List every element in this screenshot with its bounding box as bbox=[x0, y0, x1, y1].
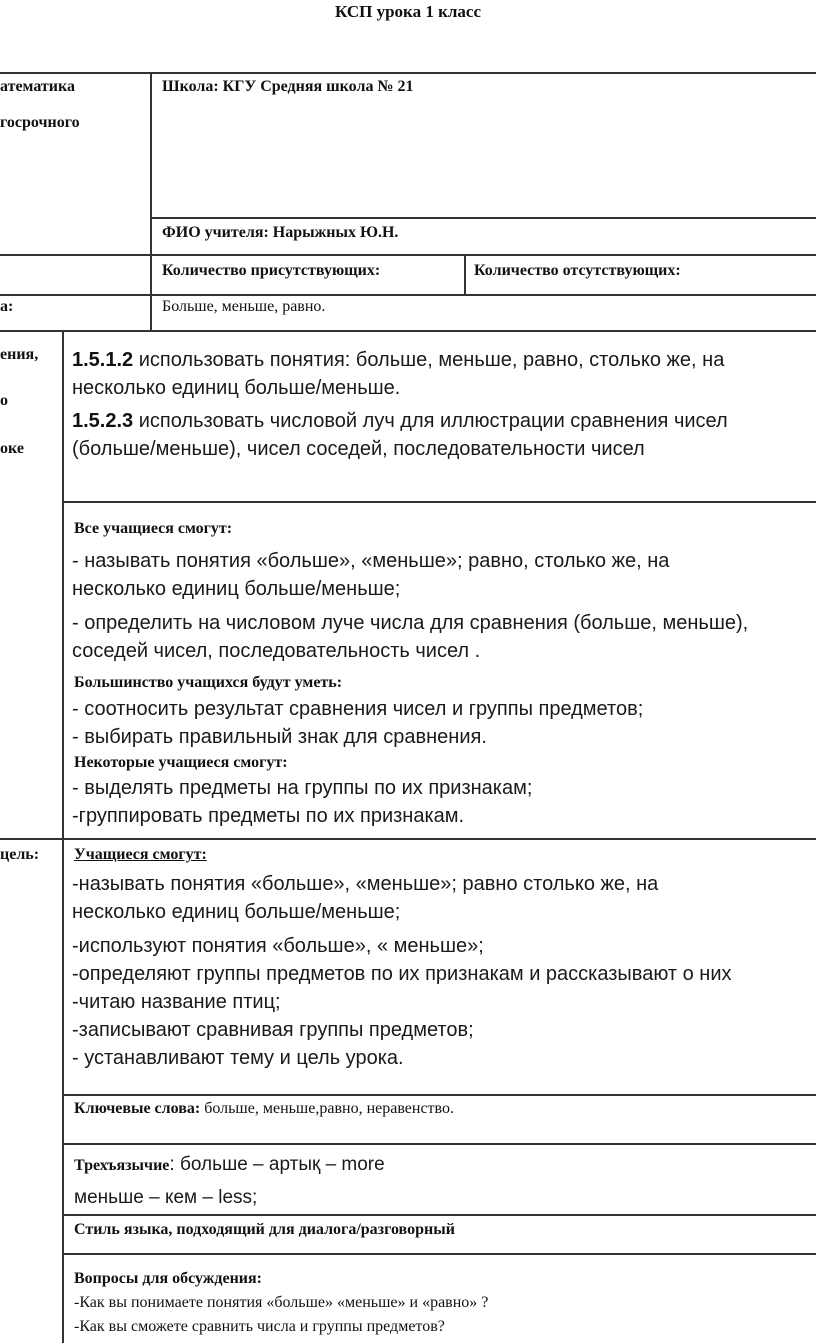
keywords-label: Ключевые слова: bbox=[74, 1100, 201, 1117]
language-goal-text: -читаю название птиц; bbox=[72, 991, 281, 1013]
table-border bbox=[0, 294, 816, 296]
language-goal-label: цель: bbox=[0, 846, 40, 863]
goal-text: несколько единиц больше/меньше; bbox=[72, 578, 401, 600]
subject-label: атематика bbox=[0, 78, 75, 95]
objective-item bbox=[72, 349, 724, 372]
goal-text: соседей чисел, последовательность чисел . bbox=[72, 640, 481, 662]
table-border bbox=[62, 1214, 816, 1216]
goal-text: -группировать предметы по их признакам. bbox=[72, 805, 465, 827]
all-students-heading: Все учащиеся смогут: bbox=[74, 520, 233, 537]
language-goal-text: -определяют группы предметов по их признакам и рассказывают о них bbox=[72, 963, 732, 985]
table-border bbox=[0, 838, 816, 840]
most-students-heading: Большинство учащихся будут уметь: bbox=[74, 674, 343, 691]
goal-text: - выбирать правильный знак для сравнения. bbox=[72, 726, 487, 748]
goal-text: - соотносить результат сравнения чисел и группы предметов; bbox=[72, 698, 644, 720]
table-border bbox=[0, 254, 816, 256]
language-goal-text: -используют понятия «больше», « меньше»; bbox=[72, 935, 484, 957]
language-goal-text: несколько единиц больше/меньше; bbox=[72, 901, 401, 923]
trilingual-text: : больше – артық – more bbox=[169, 1154, 385, 1175]
discussion-questions-heading: Вопросы для обсуждения: bbox=[74, 1270, 263, 1287]
language-goal-text: -называть понятия «больше», «меньше»; равно столько же, на bbox=[72, 873, 659, 895]
keywords-line bbox=[74, 1100, 454, 1118]
objective-item bbox=[72, 410, 728, 433]
language-goal-text: - устанавливают тему и цель урока. bbox=[72, 1047, 404, 1069]
objectives-label-part: ения, bbox=[0, 346, 39, 363]
table-border bbox=[62, 1094, 816, 1096]
goal-text: - называть понятия «больше», «меньше»; равно, столько же, на bbox=[72, 550, 670, 572]
table-border bbox=[62, 501, 816, 503]
topic-label: а: bbox=[0, 298, 14, 315]
absent-count-label: Количество отсутствующих: bbox=[474, 262, 681, 279]
some-students-heading: Некоторые учащиеся смогут: bbox=[74, 754, 288, 771]
table-border bbox=[464, 254, 466, 294]
teacher-name: ФИО учителя: Нарыжных Ю.Н. bbox=[162, 224, 399, 241]
present-count-label: Количество присутствующих: bbox=[162, 262, 381, 279]
objective-text: использовать числовой луч для иллюстрации сравнения чисел bbox=[133, 410, 728, 432]
students-can-heading: Учащиеся смогут: bbox=[74, 846, 207, 863]
lesson-topic: Больше, меньше, равно. bbox=[162, 298, 326, 315]
school-name: Школа: КГУ Средняя школа № 21 bbox=[162, 78, 414, 95]
table-border bbox=[62, 1143, 816, 1145]
discussion-question: -Как вы сможете сравнить числа и группы предметов? bbox=[74, 1318, 445, 1335]
term-label: госрочного bbox=[0, 114, 80, 131]
goal-text: - выделять предметы на группы по их признакам; bbox=[72, 777, 533, 799]
keywords-text: больше, меньше,равно, неравенство. bbox=[200, 1100, 454, 1117]
trilingual-text: меньше – кем – less; bbox=[74, 1187, 258, 1208]
language-goal-text: -записывают сравнивая группы предметов; bbox=[72, 1019, 474, 1041]
objective-text: несколько единиц больше/меньше. bbox=[72, 377, 401, 399]
objective-text: использовать понятия: больше, меньше, равно, столько же, на bbox=[133, 349, 725, 371]
table-border bbox=[0, 330, 816, 332]
table-border bbox=[62, 1253, 816, 1255]
objective-text: (больше/меньше), чисел соседей, последовательности чисел bbox=[72, 438, 645, 460]
language-style: Стиль языка, подходящий для диалога/разговорный bbox=[74, 1221, 455, 1238]
objectives-label-part: оке bbox=[0, 440, 24, 457]
table-border bbox=[0, 72, 816, 74]
page-title: КСП урока 1 класс bbox=[334, 2, 482, 21]
objectives-label-part: о bbox=[0, 392, 8, 409]
objective-code: 1.5.2.3 bbox=[72, 410, 134, 432]
table-border bbox=[62, 330, 64, 1343]
objective-code: 1.5.1.2 bbox=[72, 349, 134, 371]
trilingual-label: Трехъязычие bbox=[74, 1157, 170, 1174]
table-border bbox=[150, 217, 816, 219]
table-border bbox=[150, 72, 152, 330]
trilingual-line bbox=[74, 1154, 385, 1176]
goal-text: - определить на числовом луче числа для сравнения (больше, меньше), bbox=[72, 612, 749, 634]
discussion-question: -Как вы понимаете понятия «больше» «меньше» и «равно» ? bbox=[74, 1294, 489, 1311]
